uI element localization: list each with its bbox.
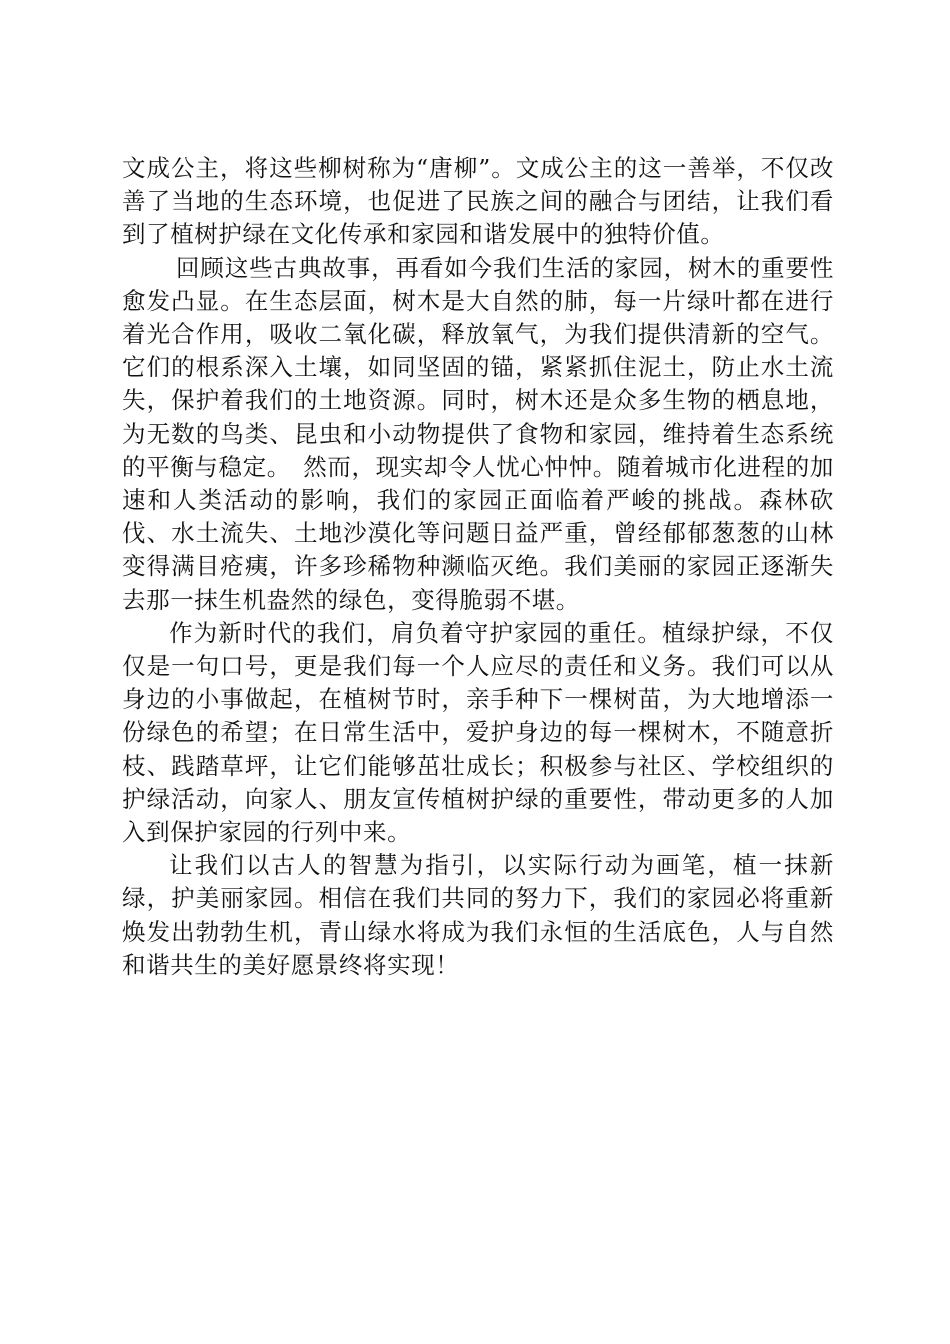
document-body bbox=[122, 152, 834, 982]
paragraph-2: 回顾这些古典故事，再看如今我们生活的家园，树木的重要性愈发凸显。在生态层面，树木是大自然的肺，每一片绿叶都在进行着光合作用，吸收二氧化碳，释放氧气，为我们提供清新的空气。它们的根系深入土壤，如同坚固的锚，紧紧抓住泥土，防止水土流失，保护着我们的土地资源。同时，树木还是众多生物的栖息地，为无数的鸟类、昆虫和小动物提供了食物和家园，维持着生态系统的平衡与稳定。 然而，现实却令人忧心忡忡。随着城市化进程的加速和人类活动的影响，我们的家园正面临着严峻的挑战。森林砍伐、水土流失、土地沙漠化等问题日益严重，曾经郁郁葱葱的山林变得满目疮痍，许多珍稀物种濒临灭绝。我们美丽的家园正逐渐失去那一抹生机盎然的绿色，变得脆弱不堪。 bbox=[122, 253, 834, 614]
paragraph-3: 作为新时代的我们，肩负着守护家园的重任。植绿护绿，不仅仅是一句口号，更是我们每一个人应尽的责任和义务。我们可以从身边的小事做起，在植树节时，亲手种下一棵树苗，为大地增添一份绿色的希望；在日常生活中，爱护身边的每一棵树木，不随意折枝、践踏草坪，让它们能够茁壮成长；积极参与社区、学校组织的护绿活动，向家人、朋友宣传植树护绿的重要性，带动更多的人加入到保护家园的行列中来。 bbox=[122, 618, 834, 847]
paragraph-1: 文成公主，将这些柳树称为“唐柳”。文成公主的这一善举，不仅改善了当地的生态环境，也促进了民族之间的融合与团结，让我们看到了植树护绿在文化传承和家园和谐发展中的独特价值。 bbox=[122, 154, 834, 249]
paragraph-4: 让我们以古人的智慧为指引，以实际行动为画笔，植一抹新绿，护美丽家园。相信在我们共同的努力下，我们的家园必将重新焕发出勃勃生机，青山绿水将成为我们永恒的生活底色，人与自然和谐共生的美好愿景终将实现！ bbox=[122, 851, 834, 979]
